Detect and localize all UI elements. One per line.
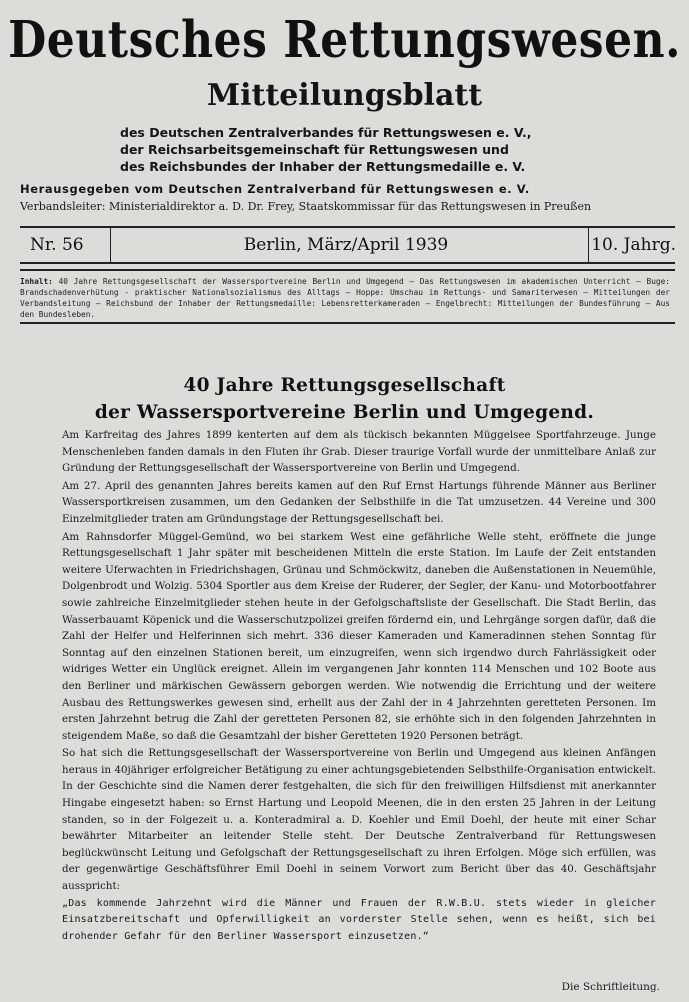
association-line: des Deutschen Zentralverbandes für Rettungswesen e. V., (120, 125, 532, 140)
masthead-title: Deutsches Rettungswesen. (8, 11, 681, 70)
article-paragraph: Am Karfreitag des Jahres 1899 kenterten auf dem als tückisch bekannten Müggelsee Sportfahrzeuge. Junge Menschenleben fanden damals in den Fluten ihr Grab. Dieser traurige Vorfall wurde der unmittelbare Anlaß zur Gründung der Rettungsgesellschaft der Wassersportvereine von Berlin und Umgegend. (62, 429, 656, 475)
association-line: des Reichsbundes der Inhaber der Rettungsmedaille e. V. (120, 159, 526, 174)
contents-label: Inhalt: (20, 277, 53, 286)
table-of-contents (20, 276, 670, 320)
article-headline (20, 372, 669, 426)
leader-line: Verbandsleiter: Ministerialdirektor a. D. Dr. Frey, Staatskommissar für das Rettungswesen in Preußen (20, 200, 592, 213)
issue-number: Nr. 56 (20, 228, 111, 262)
masthead-subtitle: Mitteilungsblatt (206, 78, 483, 113)
headline-line: der Wassersportvereine Berlin und Umgegend. (94, 402, 595, 423)
association-line: der Reichsarbeitsgemeinschaft für Rettungswesen und (120, 142, 509, 157)
association-lines (120, 124, 660, 175)
article-body (62, 427, 656, 946)
article-paragraph: So hat sich die Rettungsgesellschaft der Wassersportvereine von Berlin und Umgegend aus kleinen Anfängen heraus in 40jähriger erfolgreicher Betätigung zu einer achtungsgebietenden Selbsthilfe-Organisation entwickelt. In der Geschichte sind die Namen derer festgehalten, die sich für den freiwilligen Hilfsdienst mit anerkannter Hingabe eingesetzt haben: so Ernst Hartung und Leopold Meenen, die in den ersten 25 Jahren in der Leitung standen, so in der Folgezeit u. a. Konteradmiral a. D. Koehler und Emil Doehl, der heute mit einer Schar bewährter Mitarbeiter an leitender Stelle steht. Der Deutsche Zentralverband für Rettungswesen beglückwünscht Leitung und Gefolgschaft der Rettungsgesellschaft zu ihren Erfolgen. Möge sich erfüllen, was der gegenwärtige Geschäftsführer Emil Doehl in seinem Vorwort zum Bericht über das 40. Geschäftsjahr ausspricht: (62, 747, 656, 893)
issue-bar (20, 226, 675, 264)
contents-text: 40 Jahre Rettungsgesellschaft der Wassersportvereine Berlin und Umgegend — Das Rettungswesen im akademischen Unterricht — Buge: Brandschadenverhütung - praktischer Nationalsozialismus des Alltags — Hoppe: Umschau im Rettungs- und Samariterwesen — Mitteilungen der Verbandsleitung — Reichsbund der Inhaber der Rettungsmedaille: Lebensretterkameraden — Engelbrecht: Mitteilungen der Bundesführung — Aus den Bundesleben. (20, 277, 670, 319)
publisher-line: Herausgegeben vom Deutschen Zentralverband für Rettungswesen e. V. (20, 182, 530, 196)
issue-place-date: Berlin, März/April 1939 (243, 235, 449, 255)
contents-bottom-rule (20, 322, 675, 324)
article-signature: Die Schriftleitung. (561, 981, 660, 993)
contents-top-rule (20, 269, 675, 271)
article-paragraph: Am 27. April des genannten Jahres bereits kamen auf den Ruf Ernst Hartungs führende Männer aus Berliner Wassersportkreisen zusammen, um den Gedanken der Selbsthilfe in die Tat umzusetzen. 44 Vereine und 300 Einzelmitglieder traten am Gründungstage der Rettungsgesellschaft bei. (62, 479, 656, 525)
issue-year: 10. Jahrg. (588, 228, 676, 262)
headline-line: 40 Jahre Rettungsgesellschaft (183, 375, 506, 396)
article-paragraph: Am Rahnsdorfer Müggel-Gemünd, wo bei starkem West eine gefährliche Welle steht, eröffnete die junge Rettungsgesellschaft 1 Jahr später mit bescheidenen Mitteln die erste Station. Im Laufe der Zeit entstanden weitere Uferwachten in Friedrichshagen, Grünau und Schmöckwitz, daneben die Außenstationen in Neuemühle, Dolgenbrodt und Wolzig. 5304 Sportler aus dem Kreise der Ruderer, der Segler, der Kanu- und Motorbootfahrer sowie zahlreiche Einzelmitglieder stehen heute in der Gefolgschaftsliste der Gesellschaft. Die Stadt Berlin, das Wasserbauamt Köpenick und die Wasserschutzpolizei greifen fördernd ein, und Lehrgänge sorgen dafür, daß die Zahl der Helfer und Helferinnen sich mehrt. 336 dieser Kameraden und Kameradinnen stehen Sonntag für Sonntag auf den einzelnen Stationen bereit, um einzugreifen, wenn sich irgendwo durch Fahrlässigkeit oder widriges Wetter ein Unglück ereignet. Allein im vergangenen Jahr konnten 114 Menschen und 102 Boote aus den Berliner und märkischen Gewässern geborgen werden. Wie notwendig die Errichtung und der weitere Ausbau des Rettungswerkes gewesen sind, erhellt aus der Zahl der in 4 Jahrzehnten geretteten Personen. Im ersten Jahrzehnt betrug die Zahl der geretteten Personen 82, sie erhöhte sich in den folgenden Jahrzehnten in steigendem Maße, so daß die Gesamtzahl der bisher Geretteten 1920 Personen beträgt. (62, 530, 656, 742)
article-quote: „Das kommende Jahrzehnt wird die Männer und Frauen der R.W.B.U. stets wieder in gleicher Einsatzbereitschaft und Opferwilligkeit an vorderster Stelle sehen, wenn es heißt, sich bei drohender Gefahr für den Berliner Wassersport einzusetzen.“ (62, 897, 656, 942)
